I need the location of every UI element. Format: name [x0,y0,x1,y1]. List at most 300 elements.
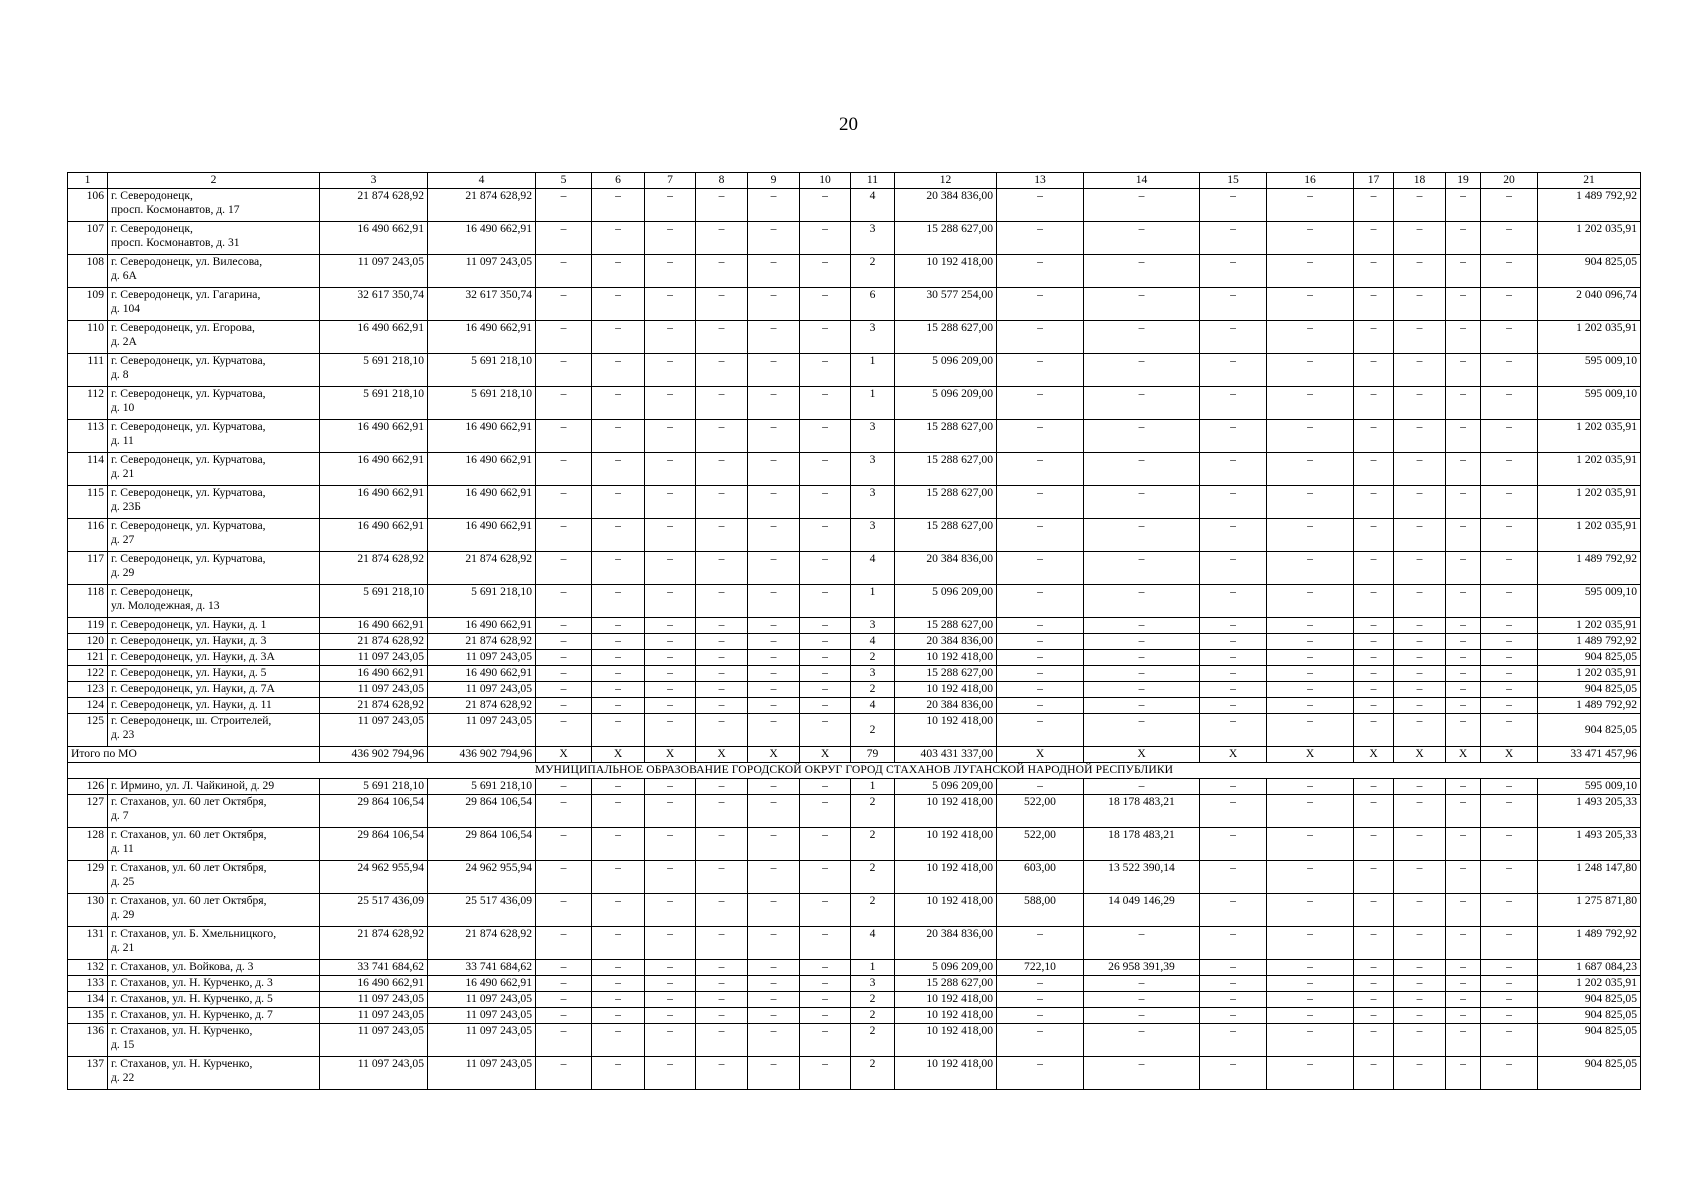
control-cost-cell: 1 202 035,91 [1538,666,1641,682]
address-line: д. 104 [111,302,141,315]
fund-cost-cell: 11 097 243,05 [428,255,536,288]
row-number-cell: 112 [68,387,108,420]
row-number-cell: 120 [68,634,108,650]
amount-cell: 10 192 418,00 [895,828,997,861]
address-line: д. 11 [111,434,134,447]
amount-cell: 20 384 836,00 [895,698,997,714]
address-cell [108,666,320,682]
total-cost-cell: 21 874 628,92 [320,552,428,585]
dash-cell: – [1394,618,1446,634]
amount-cell: 10 192 418,00 [895,1008,997,1024]
count-cell: 4 [851,552,895,585]
dash-cell: – [1481,1008,1538,1024]
fund-cost-cell: 16 490 662,91 [428,666,536,682]
dash-cell: – [1481,519,1538,552]
amount-cell: 403 431 337,00 [895,747,997,763]
count-cell: 3 [851,453,895,486]
dash-cell: – [748,618,800,634]
dash-cell: – [1267,894,1354,927]
dash-cell: – [1200,1057,1267,1090]
count-cell: 2 [851,861,895,894]
column-header: 16 [1267,173,1354,189]
dash-cell: – [1354,453,1394,486]
amount-cell: – [1084,420,1200,453]
area-cell: – [997,714,1084,747]
row-number-cell: 116 [68,519,108,552]
dash-cell: – [696,354,748,387]
control-cost-cell: 1 202 035,91 [1538,222,1641,255]
address-cell [108,519,320,552]
dash-cell: – [1267,779,1354,795]
count-cell: 1 [851,387,895,420]
area-cell: – [997,650,1084,666]
dash-cell: – [800,552,851,585]
column-header: 3 [320,173,428,189]
table-row [68,828,1641,861]
dash-cell: – [1200,1024,1267,1057]
fund-cost-cell: 11 097 243,05 [428,650,536,666]
total-cost-cell: 16 490 662,91 [320,976,428,992]
fund-cost-cell: 5 691 218,10 [428,354,536,387]
dash-cell: – [1446,698,1481,714]
dash-cell: – [696,585,748,618]
dash-cell: – [696,222,748,255]
dash-cell: – [645,828,696,861]
control-cost-cell: 595 009,10 [1538,387,1641,420]
dash-cell: – [1394,698,1446,714]
dash-cell: – [1446,255,1481,288]
dash-cell: – [1200,585,1267,618]
address-line: г. Северодонецк, ул. Курчатова, [111,552,266,565]
dash-cell: – [1354,354,1394,387]
address-cell [108,486,320,519]
dash-cell: – [800,1008,851,1024]
dash-cell: – [1200,486,1267,519]
dash-cell: – [1267,420,1354,453]
dash-cell: – [536,354,592,387]
count-cell: 3 [851,486,895,519]
dash-cell: – [696,420,748,453]
row-number-cell: 110 [68,321,108,354]
dash-cell: – [1394,795,1446,828]
dash-cell: – [645,894,696,927]
row-number-cell: 134 [68,992,108,1008]
column-header: 19 [1446,173,1481,189]
dash-cell: – [1200,519,1267,552]
row-number-cell: 117 [68,552,108,585]
dash-cell: – [592,288,645,321]
table-row [68,321,1641,354]
control-cost-cell: 1 202 035,91 [1538,453,1641,486]
total-label: Итого по МО [68,747,320,763]
dash-cell: – [696,552,748,585]
address-cell [108,1008,320,1024]
amount-cell: – [1084,779,1200,795]
dash-cell: – [696,650,748,666]
dash-cell: – [1446,618,1481,634]
dash-cell: – [748,1008,800,1024]
dash-cell: – [1446,861,1481,894]
dash-cell: – [1394,420,1446,453]
area-cell: – [997,288,1084,321]
dash-cell: – [748,714,800,747]
address-line: г. Стаханов, ул. 60 лет Октября, [111,861,267,874]
dash-cell: – [1481,714,1538,747]
dash-cell: – [696,992,748,1008]
control-cost-cell: 904 825,05 [1538,682,1641,698]
dash-cell: – [800,828,851,861]
area-cell: – [997,519,1084,552]
dash-cell: – [1481,288,1538,321]
dash-cell: – [645,519,696,552]
dash-cell: – [1354,634,1394,650]
area-cell: 588,00 [997,894,1084,927]
control-cost-cell: 1 275 871,80 [1538,894,1641,927]
address-line: г. Северодонецк, [111,585,193,598]
dash-cell: – [696,486,748,519]
dash-cell: – [1354,828,1394,861]
dash-cell: – [645,354,696,387]
dash-cell: – [748,927,800,960]
dash-cell: – [800,960,851,976]
dash-cell: – [748,795,800,828]
dash-cell: – [1394,828,1446,861]
dash-cell: – [645,927,696,960]
dash-cell: – [1354,666,1394,682]
total-cost-cell: 32 617 350,74 [320,288,428,321]
control-cost-cell: 1 202 035,91 [1538,618,1641,634]
fund-cost-cell: 16 490 662,91 [428,618,536,634]
dash-cell: – [800,634,851,650]
row-number-cell: 132 [68,960,108,976]
address-cell [108,420,320,453]
amount-cell: 15 288 627,00 [895,321,997,354]
dash-cell: – [800,453,851,486]
dash-cell: – [1267,222,1354,255]
address-cell [108,861,320,894]
dash-cell: – [1394,255,1446,288]
amount-cell: 10 192 418,00 [895,1057,997,1090]
row-number-cell: 135 [68,1008,108,1024]
table-row [68,1024,1641,1057]
dash-cell: – [800,1057,851,1090]
amount-cell: 14 049 146,29 [1084,894,1200,927]
fund-cost-cell: 21 874 628,92 [428,189,536,222]
data-table [67,172,1641,1090]
address-line: д. 7 [111,809,129,822]
dash-cell: – [592,585,645,618]
dash-cell: – [536,650,592,666]
table-row [68,585,1641,618]
row-number-cell: 115 [68,486,108,519]
dash-cell: – [800,288,851,321]
dash-cell: – [800,618,851,634]
count-cell: 2 [851,795,895,828]
column-header: 20 [1481,173,1538,189]
dash-cell: – [1481,795,1538,828]
table-row [68,222,1641,255]
control-cost-cell: 1 493 205,33 [1538,828,1641,861]
dash-cell: – [696,779,748,795]
dash-cell: – [1446,354,1481,387]
dash-cell: – [1200,354,1267,387]
dash-cell: – [748,486,800,519]
dash-cell: – [696,861,748,894]
dash-cell: – [748,779,800,795]
dash-cell: – [1267,453,1354,486]
dash-cell: – [1481,927,1538,960]
table-row [68,387,1641,420]
table-row [68,1008,1641,1024]
total-cost-cell: 11 097 243,05 [320,992,428,1008]
dash-cell: – [748,585,800,618]
dash-cell: – [1446,1008,1481,1024]
dash-cell: – [1481,1024,1538,1057]
dash-cell: – [645,682,696,698]
dash-cell: – [1481,861,1538,894]
total-cost-cell: 11 097 243,05 [320,1024,428,1057]
row-number-cell: 136 [68,1024,108,1057]
dash-cell: – [536,698,592,714]
table-row [68,927,1641,960]
count-cell: 3 [851,976,895,992]
dash-cell: – [536,779,592,795]
dash-cell: – [748,861,800,894]
dash-cell: – [645,714,696,747]
amount-cell: – [1084,585,1200,618]
dash-cell: – [696,288,748,321]
control-cost-cell: 904 825,05 [1538,992,1641,1008]
dash-cell: – [645,698,696,714]
dash-cell: – [1354,1008,1394,1024]
dash-cell: – [645,1024,696,1057]
column-header: 1 [68,173,108,189]
control-cost-cell: 1 493 205,33 [1538,795,1641,828]
dash-cell: – [1200,1008,1267,1024]
row-number-cell: 137 [68,1057,108,1090]
dash-cell: – [1446,894,1481,927]
dash-cell: – [1481,779,1538,795]
area-cell: 522,00 [997,828,1084,861]
total-cost-cell: 16 490 662,91 [320,420,428,453]
dash-cell: – [536,828,592,861]
address-line: д. 21 [111,467,135,480]
amount-cell: – [1084,927,1200,960]
dash-cell: – [748,1057,800,1090]
dash-cell: – [1394,894,1446,927]
dash-cell: – [1481,634,1538,650]
amount-cell: 10 192 418,00 [895,255,997,288]
dash-cell: – [1354,927,1394,960]
count-cell: 2 [851,1057,895,1090]
area-cell: – [997,354,1084,387]
dash-cell: – [1481,828,1538,861]
column-header: 4 [428,173,536,189]
dash-cell: – [1200,992,1267,1008]
address-cell [108,354,320,387]
control-cost-cell: 2 040 096,74 [1538,288,1641,321]
control-cost-cell: 1 489 792,92 [1538,698,1641,714]
amount-cell: 15 288 627,00 [895,420,997,453]
dash-cell: – [1267,650,1354,666]
address-line: г. Северодонецк, ул. Науки, д. 3 [111,634,267,647]
dash-cell: – [800,666,851,682]
row-number-cell: 114 [68,453,108,486]
dash-cell: – [1481,222,1538,255]
control-cost-cell: 1 489 792,92 [1538,189,1641,222]
dash-cell: – [592,1057,645,1090]
dash-cell: – [1200,927,1267,960]
table-row [68,861,1641,894]
amount-cell: 5 096 209,00 [895,585,997,618]
dash-cell: – [1446,222,1481,255]
address-line: г. Ирмино, ул. Л. Чайкиной, д. 29 [111,779,275,792]
dash-cell: – [800,650,851,666]
dash-cell: – [1267,992,1354,1008]
total-cost-cell: 21 874 628,92 [320,698,428,714]
dash-cell: – [592,992,645,1008]
amount-cell: – [1084,650,1200,666]
amount-cell: 5 096 209,00 [895,387,997,420]
fund-cost-cell: 21 874 628,92 [428,698,536,714]
dash-cell: – [1354,714,1394,747]
dash-cell: – [645,189,696,222]
dash-cell: – [1354,552,1394,585]
dash-cell: – [536,666,592,682]
dash-cell: – [1446,519,1481,552]
dash-cell: – [1394,861,1446,894]
dash-cell: – [1446,453,1481,486]
dash-cell: – [645,552,696,585]
dash-cell: – [536,618,592,634]
control-cost-cell: 1 687 084,23 [1538,960,1641,976]
dash-cell: – [592,634,645,650]
dash-cell: – [1200,714,1267,747]
dash-cell: – [1394,288,1446,321]
amount-cell: – [1084,255,1200,288]
dash-cell: – [592,666,645,682]
fund-cost-cell: 11 097 243,05 [428,714,536,747]
total-cost-cell: 16 490 662,91 [320,222,428,255]
address-cell [108,828,320,861]
address-cell [108,321,320,354]
dash-cell: – [800,321,851,354]
table-row [68,976,1641,992]
dash-cell: – [748,222,800,255]
amount-cell: 15 288 627,00 [895,618,997,634]
dash-cell: – [1200,828,1267,861]
x-cell: X [536,747,592,763]
address-line: д. 27 [111,533,135,546]
address-line: просп. Космонавтов, д. 17 [111,203,240,216]
address-cell [108,682,320,698]
control-cost-cell: 1 202 035,91 [1538,321,1641,354]
row-number-cell: 107 [68,222,108,255]
dash-cell: – [1267,321,1354,354]
count-cell: 3 [851,222,895,255]
dash-cell: – [1394,634,1446,650]
dash-cell: – [800,189,851,222]
amount-cell: – [1084,222,1200,255]
total-cost-cell: 16 490 662,91 [320,321,428,354]
address-cell [108,634,320,650]
area-cell: 522,00 [997,795,1084,828]
dash-cell: – [536,634,592,650]
dash-cell: – [1481,666,1538,682]
page-number: 20 [839,114,858,135]
address-line: г. Северодонецк, ул. Гагарина, [111,288,261,301]
address-cell [108,960,320,976]
dash-cell: – [1446,976,1481,992]
amount-cell: – [1084,1024,1200,1057]
dash-cell: – [696,714,748,747]
dash-cell: – [592,519,645,552]
dash-cell: – [1354,1057,1394,1090]
column-header: 8 [696,173,748,189]
amount-cell: – [1084,189,1200,222]
row-number-cell: 124 [68,698,108,714]
table-row [68,552,1641,585]
count-cell: 2 [851,894,895,927]
dash-cell: – [1354,861,1394,894]
table-row [68,486,1641,519]
table-row [68,618,1641,634]
header-row [68,173,1641,189]
area-cell: – [997,992,1084,1008]
dash-cell: – [748,666,800,682]
dash-cell: – [536,1057,592,1090]
dash-cell: – [1200,682,1267,698]
address-line: г. Стаханов, ул. Б. Хмельницкого, [111,927,277,940]
amount-cell: 20 384 836,00 [895,634,997,650]
dash-cell: – [748,354,800,387]
column-header: 18 [1394,173,1446,189]
control-cost-cell: 595 009,10 [1538,354,1641,387]
dash-cell: – [536,387,592,420]
dash-cell: – [1354,960,1394,976]
total-cost-cell: 11 097 243,05 [320,255,428,288]
dash-cell: – [1394,189,1446,222]
area-cell: – [997,552,1084,585]
count-cell: 2 [851,255,895,288]
row-number-cell: 108 [68,255,108,288]
fund-cost-cell: 25 517 436,09 [428,894,536,927]
dash-cell: – [536,927,592,960]
dash-cell: – [800,354,851,387]
amount-cell: 20 384 836,00 [895,189,997,222]
fund-cost-cell: 33 741 684,62 [428,960,536,976]
count-cell: 2 [851,1024,895,1057]
fund-cost-cell: 16 490 662,91 [428,321,536,354]
x-cell: X [748,747,800,763]
dash-cell: – [1267,387,1354,420]
table-row [68,795,1641,828]
dash-cell: – [645,634,696,650]
amount-cell: – [1084,288,1200,321]
address-line: ул. Молодежная, д. 13 [111,599,220,612]
x-cell: X [800,747,851,763]
control-cost-cell: 1 202 035,91 [1538,976,1641,992]
dash-cell: – [592,420,645,453]
dash-cell: – [1200,976,1267,992]
count-cell: 4 [851,189,895,222]
amount-cell: 5 096 209,00 [895,354,997,387]
column-header: 10 [800,173,851,189]
amount-cell: – [1084,1057,1200,1090]
fund-cost-cell: 29 864 106,54 [428,795,536,828]
x-cell: X [1446,747,1481,763]
count-cell: 4 [851,698,895,714]
